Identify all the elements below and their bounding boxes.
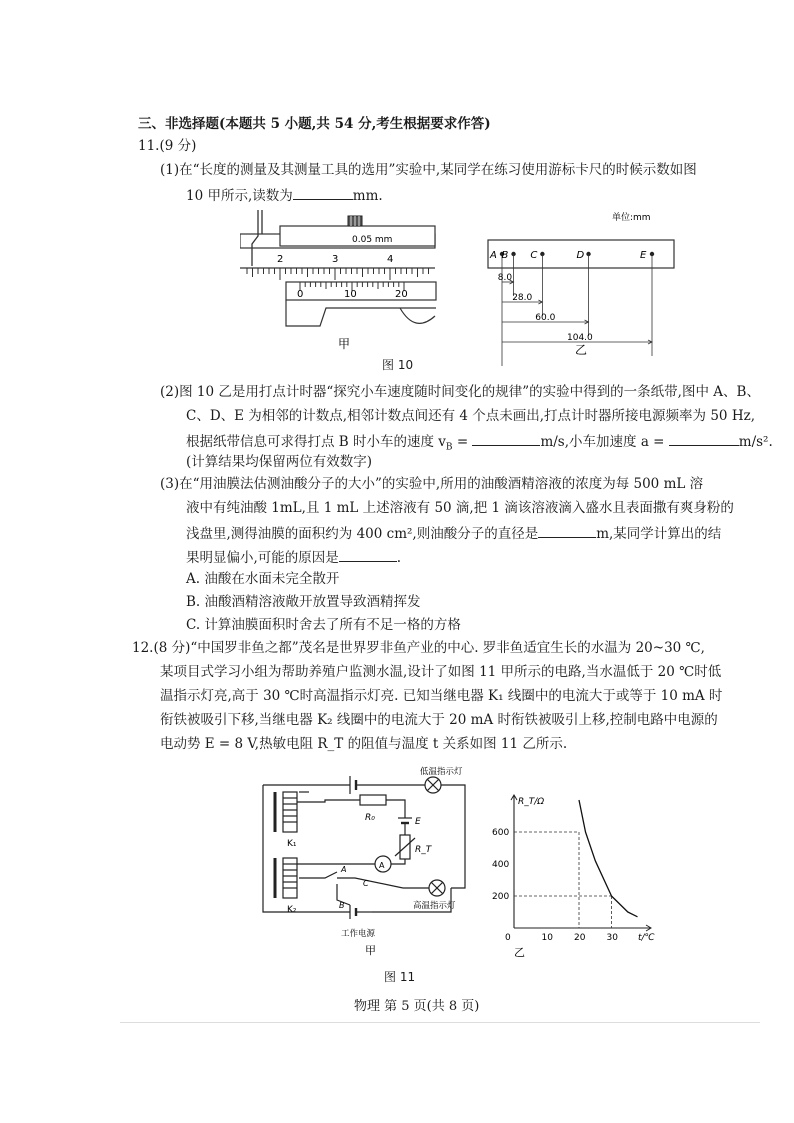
q11-p1-line1: (1)在“长度的测量及其测量工具的选用”实验中,某同学在练习使用游标卡尺的时候示数如图 <box>160 162 697 178</box>
graph-x-tick-label: 30 <box>606 933 618 943</box>
graph-labels <box>492 797 656 943</box>
fig10-label-yi: 乙 <box>575 343 588 357</box>
e-label: E <box>415 817 421 827</box>
q11-p3-line3: 浅盘里,测得油膜的面积约为 400 cm²,则油酸分子的直径是 m,某同学计算出的结 <box>186 522 721 545</box>
tape-point-label: E <box>640 250 647 261</box>
graph-guide-lines <box>514 832 612 928</box>
q11-score: (9 分) <box>159 138 197 154</box>
main-scale-ticks <box>247 268 429 280</box>
fig11-label-jia: 甲 <box>365 944 376 957</box>
graph-curve <box>579 800 638 917</box>
ammeter-label: A <box>379 861 385 870</box>
q11-option-b: B. 油酸酒精溶液敞开放置导致酒精挥发 <box>186 594 421 610</box>
q11-p2-line3: 根据纸带信息可求得打点 B 时小车的速度 $v_B = m/s$,小车加速度 a = m/s². <box>186 430 773 459</box>
answer-blank-diameter[interactable] <box>538 522 596 538</box>
power-source-label: 工作电源 <box>341 929 376 939</box>
fig10-caption: 图 10 <box>382 358 414 372</box>
rt-label: R_T <box>415 845 432 855</box>
graph-y-tick-label: 400 <box>492 860 510 870</box>
vernier-label-10: 10 <box>344 289 357 300</box>
fig10-label-jia: 甲 <box>338 337 351 351</box>
tape-point-label: C <box>530 250 538 261</box>
graph-y-axis-label: R_T/Ω <box>518 797 545 807</box>
q11-p3-line4: 果明显偏小,可能的原因是 . <box>186 546 401 569</box>
tape-point-label: D <box>576 250 585 261</box>
q12-line1: 12.(8 分)“中国罗非鱼之都”茂名是世界罗非鱼产业的中心. 罗非鱼适宜生长的水温为 20~30 ℃, <box>132 640 705 656</box>
q12-line5: 电动势 E = 8 V,热敏电阻 R_T 的阻值与温度 t 关系如图 11 乙所示. <box>160 736 568 752</box>
graph-axes <box>511 795 651 931</box>
rt-curve-series <box>579 800 638 917</box>
vernier-label-20: 20 <box>395 289 408 300</box>
caliper-precision: 0.05 mm <box>352 235 393 245</box>
figure-10 <box>240 206 700 376</box>
q11-p2-line2: C、D、E 为相邻的计数点,相邻计数点间还有 4 个点未画出,打点计时器所接电源频率为 50 Hz, <box>186 408 755 424</box>
vernier-caliper <box>240 210 436 351</box>
q11-p1-line2: 10 甲所示,读数为 mm. <box>186 184 383 207</box>
paper-tape <box>488 211 674 366</box>
q12-line4: 衔铁被吸引下移,当继电器 K₂ 线圈中的电流大于 20 mA 时衔铁被吸引上移,控制电路中电源的 <box>160 712 718 728</box>
high-temp-lamp-label: 高温指示灯 <box>413 901 456 911</box>
tape-point-label: B <box>501 250 509 261</box>
fig11-caption: 图 11 <box>384 970 416 984</box>
q11-option-c: C. 计算油膜面积时舍去了所有不足一格的方格 <box>186 617 461 633</box>
tape-dimension-label: 60.0 <box>535 313 556 323</box>
answer-blank-reading[interactable] <box>293 184 353 200</box>
tape-unit: 单位:mm <box>612 213 651 223</box>
main-scale-label-2: 2 <box>277 254 284 265</box>
answer-blank-reason[interactable] <box>339 546 397 562</box>
tape-dimension-label: 28.0 <box>512 293 533 303</box>
main-scale-label-3: 3 <box>332 254 339 265</box>
q12-line3: 温指示灯亮,高于 30 ℃时高温指示灯亮. 已知当继电器 K₁ 线圈中的电流大于或等于 10 mA 时 <box>160 688 723 704</box>
q12-number: 12. <box>132 640 154 656</box>
figure-11-graph <box>490 786 660 962</box>
k2-label: K₂ <box>287 905 297 915</box>
q11-p3-line2: 液中有纯油酸 1mL,且 1 mL 上述溶液有 50 滴,把 1 滴该溶液滴入盛水且表面撒有爽身粉的 <box>186 500 734 516</box>
answer-blank-a[interactable] <box>669 430 739 446</box>
graph-origin-label: 0 <box>505 933 511 943</box>
graph-x-axis-label: t/℃ <box>638 933 655 943</box>
q11-p3-line1: (3)在“用油膜法估测油酸分子的大小”的实验中,所用的油酸酒精溶液的浓度为每 500 mL 溶 <box>160 476 704 492</box>
tape-dimension-label: 8.0 <box>497 273 513 283</box>
main-scale-label-4: 4 <box>387 254 394 265</box>
fig11-label-yi: 乙 <box>514 946 525 959</box>
graph-y-tick-label: 600 <box>492 828 510 838</box>
tape-point-label: A <box>490 250 497 261</box>
tape-dimension-label: 104.0 <box>567 333 593 343</box>
section-heading: 三、非选择题(本题共 5 小题,共 54 分,考生根据要求作答) <box>138 116 491 132</box>
graph-x-tick-label: 10 <box>541 933 553 943</box>
q11-p2-line4: (计算结果均保留两位有效数字) <box>186 454 373 470</box>
q11-option-a: A. 油酸在水面未完全散开 <box>186 571 340 587</box>
graph-y-tick-label: 200 <box>492 892 510 902</box>
q12-line2: 某项目式学习小组为帮助养殖户监测水温,设计了如图 11 甲所示的电路,当水温低于 20 ℃时低 <box>160 664 722 680</box>
node-a-label: A <box>341 865 347 874</box>
q11-header <box>138 136 196 157</box>
answer-blank-vb[interactable] <box>472 430 540 446</box>
node-b-label: B <box>339 901 345 910</box>
vernier-label-0: 0 <box>297 289 304 300</box>
node-c-label: C <box>363 879 369 888</box>
figure-11-circuit <box>255 760 485 960</box>
graph-x-tick-label: 20 <box>574 933 586 943</box>
q11-number: 11. <box>138 138 160 154</box>
r0-label: R₀ <box>365 813 375 823</box>
low-temp-lamp-label: 低温指示灯 <box>420 767 463 777</box>
page-footer: 物理 第 5 页(共 8 页) <box>354 999 480 1014</box>
tape-dimensions <box>498 273 652 344</box>
q11-p2-line1: (2)图 10 乙是用打点计时器“探究小车速度随时间变化的规律”的实验中得到的一条纸带,图中 A、B、 <box>160 384 760 400</box>
footer-rule <box>120 1022 760 1023</box>
k1-label: K₁ <box>287 839 297 849</box>
